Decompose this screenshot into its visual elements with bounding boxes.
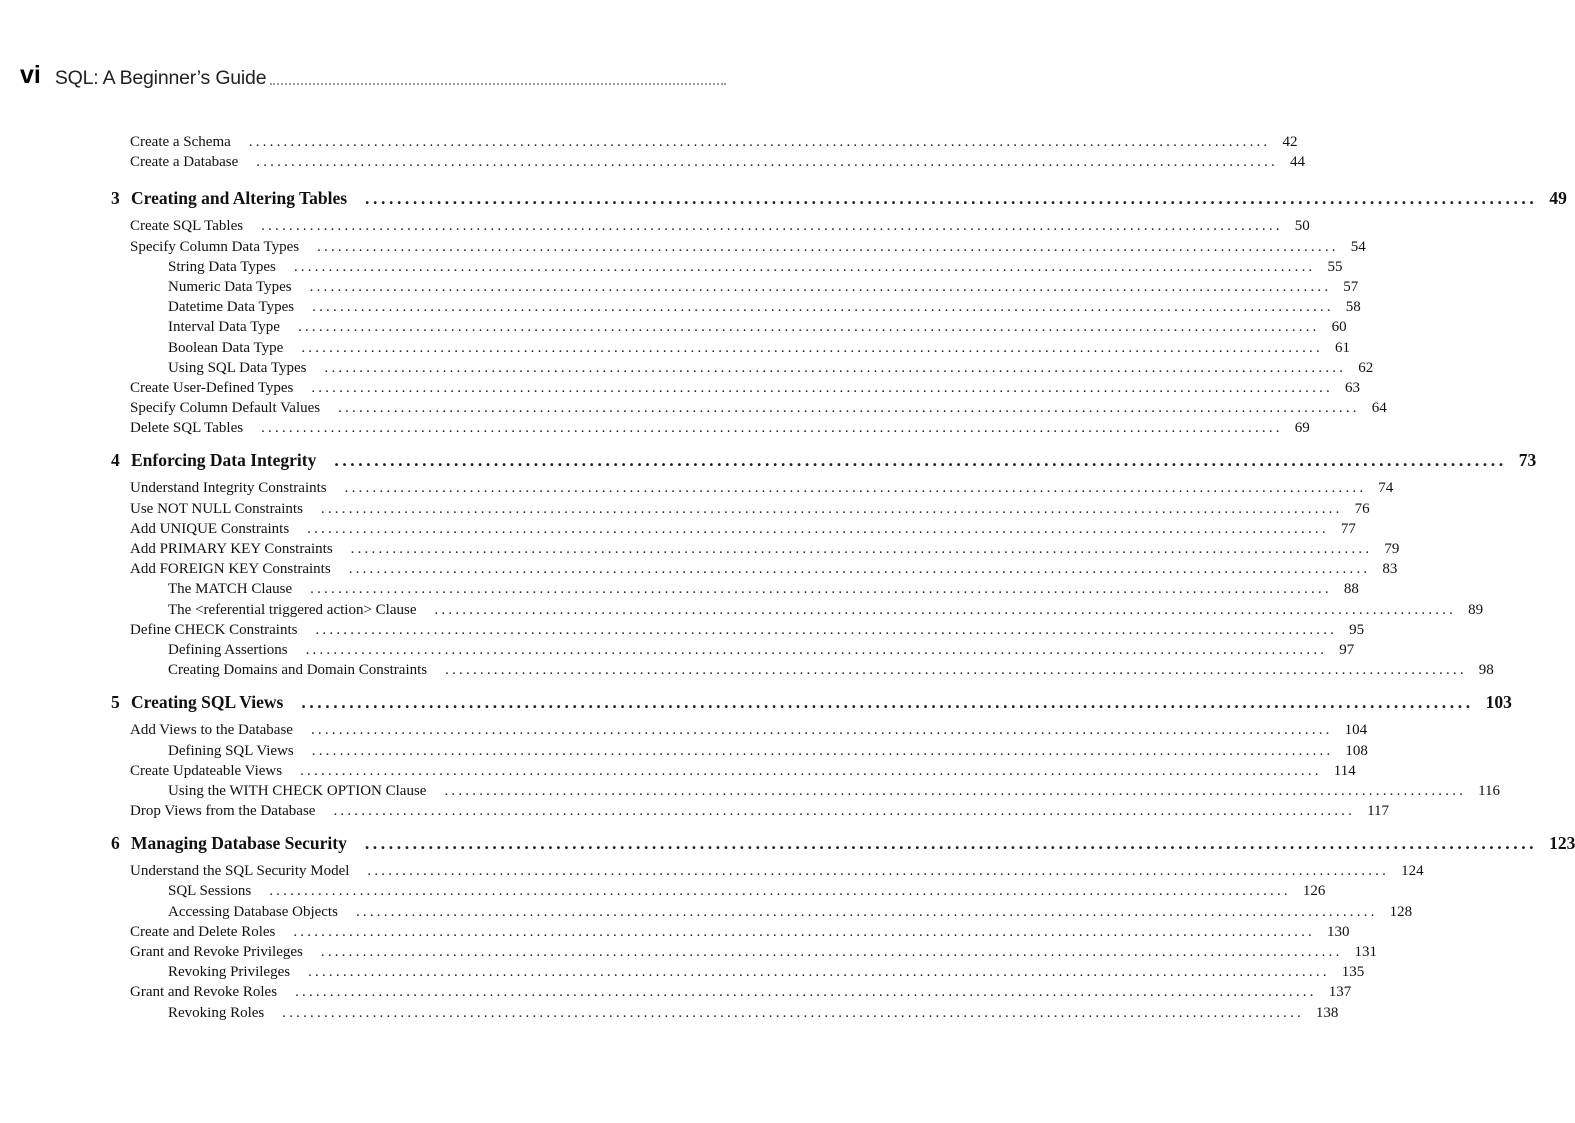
toc-entry[interactable] (0, 579, 1359, 599)
toc-entry-page: 44 (1289, 154, 1305, 171)
chapter-title: Managing Database Security (131, 833, 347, 854)
dot-leader: ................................................................................................................................................... (445, 662, 1467, 679)
dot-leader: ................................................................................................................................................... (364, 833, 1538, 854)
toc-entry-title: Create and Delete Roles (130, 923, 276, 940)
chapter-number: 3 (111, 188, 120, 209)
toc-entry[interactable] (0, 338, 1350, 358)
dot-leader: ................................................................................................................................................... (348, 561, 1371, 578)
toc-entry-title: Create a Database (130, 154, 239, 171)
toc-entry[interactable] (0, 358, 1374, 378)
toc-entry-page: 60 (1331, 319, 1347, 336)
chapter-label (111, 180, 347, 216)
toc-entry-page: 138 (1315, 1004, 1339, 1021)
chapter-label (111, 684, 283, 720)
toc-entry-title: Defining Assertions (168, 641, 288, 658)
toc-entry-page: 126 (1302, 883, 1326, 900)
toc-entry[interactable] (0, 881, 1326, 901)
dot-leader: ................................................................................................................................................... (293, 258, 1316, 275)
toc-entry-title: Define CHECK Constraints (130, 621, 298, 638)
toc-entry[interactable] (0, 152, 1305, 172)
chapter-page: 103 (1485, 692, 1512, 713)
toc-entry-title: Create Updateable Views (130, 762, 283, 779)
toc-entry-title: Revoking Roles (168, 1004, 265, 1021)
running-head (20, 58, 726, 88)
dot-leader: ................................................................................................................................................... (256, 154, 1278, 171)
toc-entry-title: Datetime Data Types (168, 299, 295, 316)
toc-entry-page: 114 (1333, 762, 1356, 779)
toc-entry[interactable] (0, 418, 1310, 438)
toc-entry-title: Grant and Revoke Privileges (130, 944, 303, 960)
toc-entry-page: 61 (1334, 339, 1350, 356)
dot-leader: ................................................................................................................................................... (261, 218, 1283, 235)
toc-entry[interactable] (0, 539, 1400, 559)
chapter-heading[interactable] (0, 442, 1537, 478)
chapter-number: 4 (111, 450, 120, 471)
chapter-heading[interactable] (0, 825, 1575, 861)
chapter-page: 73 (1518, 450, 1537, 471)
dot-leader: ................................................................................................................................................... (444, 782, 1467, 799)
toc-entry-title: Create User-Defined Types (130, 379, 294, 396)
dot-leader: ................................................................................................................................................... (310, 581, 1332, 598)
toc-entry-title: Creating Domains and Domain Constraints (168, 662, 428, 679)
toc-entry-page: 83 (1382, 561, 1398, 578)
toc-entry[interactable] (0, 317, 1347, 337)
toc-entry-title: Using the WITH CHECK OPTION Clause (168, 782, 427, 799)
book-title: SQL: A Beginner’s Guide (54, 66, 267, 89)
toc-entry[interactable] (0, 781, 1501, 801)
toc-entry[interactable] (0, 478, 1394, 498)
dot-leader: ................................................................................................................................................... (308, 964, 1330, 981)
dot-leader: ................................................................................................................................................... (301, 339, 1323, 356)
toc-entry[interactable] (0, 1003, 1339, 1023)
chapter-label (111, 825, 347, 861)
dot-leader: ................................................................................................................................................... (307, 520, 1329, 537)
toc-entry-title: Create SQL Tables (130, 218, 244, 235)
toc-entry-title: Specify Column Default Values (130, 400, 321, 417)
toc-entry-title: Drop Views from the Database (130, 803, 316, 820)
toc-entry-page: 128 (1389, 903, 1413, 920)
dot-leader: ................................................................................................................................................... (269, 883, 1291, 900)
dot-leader: ................................................................................................................................................... (315, 621, 1338, 638)
dot-leader: ................................................................................................................................................... (282, 1004, 1304, 1021)
dot-leader: ................................................................................................................................................... (317, 238, 1339, 255)
toc-entry-title: Accessing Database Objects (168, 903, 338, 920)
dot-leader: ................................................................................................................................................... (334, 450, 1507, 471)
toc-entry-page: 62 (1358, 359, 1374, 376)
toc-entry-page: 130 (1327, 923, 1350, 940)
toc-entry-title: Revoking Privileges (168, 964, 291, 981)
toc-entry[interactable] (0, 861, 1424, 881)
dot-leader: ................................................................................................................................................... (320, 944, 1343, 960)
toc-entry-page: 97 (1339, 641, 1355, 658)
header-dotted-rule (270, 83, 726, 85)
toc-entry-title: Delete SQL Tables (130, 420, 244, 437)
toc-entry[interactable] (0, 761, 1356, 781)
toc-entry-page: 135 (1341, 964, 1365, 981)
page-number: vi (20, 61, 41, 89)
toc-entry[interactable] (0, 297, 1361, 317)
toc-entry-title: SQL Sessions (168, 883, 252, 900)
toc-entry-page: 50 (1294, 218, 1310, 235)
chapter-number: 5 (111, 692, 120, 713)
toc-entry-title: Understand the SQL Security Model (130, 863, 350, 880)
toc-entry[interactable] (0, 982, 1352, 1002)
toc-entry-page: 104 (1344, 722, 1368, 739)
dot-leader: ................................................................................................................................................... (365, 188, 1538, 209)
toc-entry-page: 69 (1294, 420, 1310, 437)
chapter-heading[interactable] (0, 684, 1512, 720)
dot-leader: ................................................................................................................................................... (248, 134, 1271, 150)
dot-leader: ................................................................................................................................................... (324, 359, 1347, 376)
toc-entry-title: Understand Integrity Constraints (130, 480, 327, 497)
dot-leader: ................................................................................................................................................... (434, 601, 1457, 618)
toc-entry[interactable] (0, 216, 1310, 236)
toc-entry[interactable] (0, 132, 1298, 152)
toc-entry[interactable] (0, 559, 1398, 579)
dot-leader: ................................................................................................................................................... (310, 722, 1333, 739)
toc-entry-page: 89 (1468, 601, 1484, 618)
toc-entry[interactable] (0, 277, 1359, 297)
chapter-number: 6 (111, 833, 120, 854)
toc-entry-page: 131 (1354, 944, 1378, 960)
toc-entry-page: 54 (1350, 238, 1366, 255)
dot-leader: ................................................................................................................................................... (312, 299, 1334, 316)
toc-entry[interactable] (0, 741, 1368, 761)
dot-leader: ................................................................................................................................................... (309, 278, 1332, 295)
toc-entry-page: 137 (1328, 984, 1352, 1001)
toc-entry-page: 79 (1384, 541, 1400, 557)
toc-entry[interactable] (0, 922, 1350, 942)
toc-entry-page: 88 (1343, 581, 1359, 598)
toc-entry-title: Using SQL Data Types (168, 359, 307, 376)
toc-entry-title: Use NOT NULL Constraints (130, 500, 303, 517)
toc-entry[interactable] (0, 902, 1413, 922)
toc-entry-title: Add UNIQUE Constraints (130, 520, 290, 537)
toc-entry-title: Add PRIMARY KEY Constraints (130, 541, 333, 557)
toc-entry[interactable] (0, 620, 1365, 640)
dot-leader: ................................................................................................................................................... (295, 984, 1317, 1001)
dot-leader: ................................................................................................................................................... (300, 762, 1322, 779)
toc-entry[interactable] (0, 499, 1370, 519)
dot-leader: ................................................................................................................................................... (311, 742, 1334, 759)
toc-entry[interactable] (0, 257, 1343, 277)
toc-entry-title: Interval Data Type (168, 319, 280, 336)
toc-entry[interactable] (0, 378, 1360, 398)
toc-entry-page: 64 (1371, 400, 1387, 417)
toc-entry[interactable] (0, 640, 1355, 660)
chapter-title: Enforcing Data Integrity (131, 450, 317, 471)
toc-entry-page: 55 (1327, 258, 1343, 275)
table-of-contents (0, 132, 1575, 1023)
toc-entry-title: Specify Column Data Types (130, 238, 300, 255)
toc-entry-page: 42 (1282, 134, 1298, 150)
dot-leader: ................................................................................................................................................... (367, 863, 1390, 880)
toc-entry-title: Numeric Data Types (168, 278, 292, 295)
dot-leader: ................................................................................................................................................... (355, 903, 1378, 920)
toc-entry[interactable] (0, 519, 1356, 539)
toc-entry-page: 124 (1401, 863, 1424, 880)
dot-leader: ................................................................................................................................................... (297, 319, 1320, 336)
toc-entry-page: 57 (1343, 278, 1359, 295)
toc-entry[interactable] (0, 962, 1365, 982)
toc-entry[interactable] (0, 942, 1378, 962)
toc-entry-title: Defining SQL Views (168, 742, 294, 759)
toc-entry-title: Add Views to the Database (130, 722, 293, 739)
toc-entry-page: 74 (1378, 480, 1394, 497)
chapter-title: Creating SQL Views (131, 692, 284, 713)
dot-leader: ................................................................................................................................................... (338, 400, 1360, 417)
dot-leader: ................................................................................................................................................... (311, 379, 1333, 396)
toc-entry-title: Grant and Revoke Roles (130, 984, 278, 1001)
toc-entry-title: Create a Schema (130, 134, 231, 150)
chapter-label (111, 442, 316, 478)
toc-entry-title: String Data Types (168, 258, 276, 275)
toc-entry-page: 63 (1344, 379, 1360, 396)
toc-entry-title: Add FOREIGN KEY Constraints (130, 561, 331, 578)
dot-leader: ................................................................................................................................................... (261, 420, 1283, 437)
toc-entry-page: 95 (1349, 621, 1365, 638)
chapter-heading[interactable] (0, 180, 1567, 216)
chapter-page: 49 (1549, 188, 1567, 209)
dot-leader: ................................................................................................................................................... (301, 692, 1474, 713)
toc-entry[interactable] (0, 237, 1366, 257)
toc-entry-page: 76 (1354, 500, 1370, 517)
toc-entry[interactable] (0, 660, 1494, 680)
toc-entry-page: 117 (1367, 803, 1390, 820)
toc-entry-page: 58 (1345, 299, 1361, 316)
dot-leader: ................................................................................................................................................... (305, 641, 1328, 658)
dot-leader: ................................................................................................................................................... (350, 541, 1373, 557)
toc-entry[interactable] (0, 720, 1368, 740)
toc-entry-page: 108 (1345, 742, 1368, 759)
dot-leader: ................................................................................................................................................... (333, 803, 1356, 820)
toc-entry[interactable] (0, 801, 1390, 821)
toc-entry-page: 116 (1478, 782, 1501, 799)
toc-entry-page: 98 (1478, 662, 1494, 679)
chapter-title: Creating and Altering Tables (131, 188, 348, 209)
dot-leader: ................................................................................................................................................... (344, 480, 1367, 497)
chapter-page: 123 (1549, 833, 1575, 854)
toc-entry[interactable] (0, 600, 1484, 620)
dot-leader: ................................................................................................................................................... (320, 500, 1343, 517)
dot-leader: ................................................................................................................................................... (293, 923, 1316, 940)
toc-entry-title: The MATCH Clause (168, 581, 293, 598)
toc-entry[interactable] (0, 398, 1387, 418)
toc-entry-title: The <referential triggered action> Clause (168, 601, 417, 618)
toc-entry-title: Boolean Data Type (168, 339, 284, 356)
toc-entry-page: 77 (1340, 520, 1356, 537)
